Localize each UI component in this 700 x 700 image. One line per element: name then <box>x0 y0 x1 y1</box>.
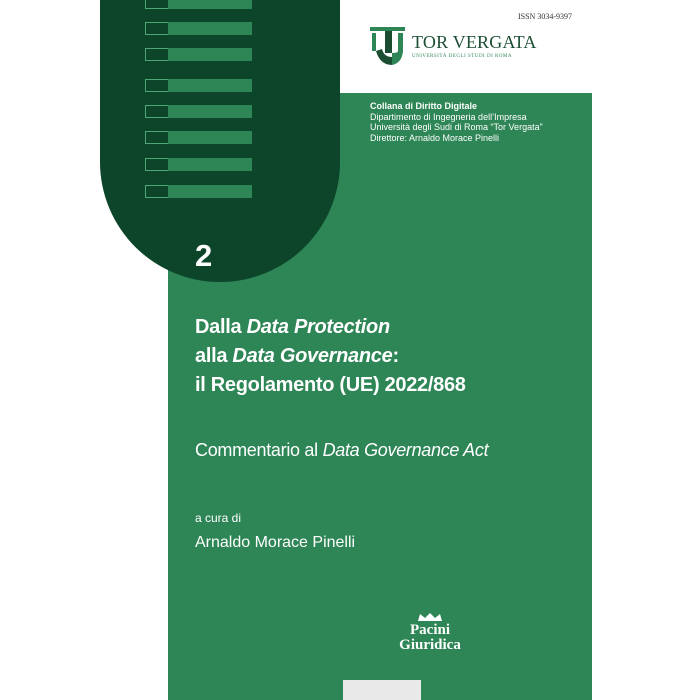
subtitle-text: Commentario al <box>195 440 323 460</box>
stripe-bar <box>168 79 252 92</box>
bottom-label-strip <box>343 680 421 700</box>
university-line: Università degli Sudi di Roma “Tor Vergata” <box>370 122 543 132</box>
publisher-line-2: Giuridica <box>399 637 461 653</box>
series-number: 2 <box>195 238 213 273</box>
book-subtitle <box>195 440 488 461</box>
stripe-outline <box>145 158 169 171</box>
curated-by-label: a cura di <box>195 511 242 525</box>
dark-arch-shape <box>100 0 340 282</box>
stripe-bar <box>168 105 252 118</box>
stripe-bar <box>168 158 252 171</box>
title-line-2 <box>195 342 466 371</box>
book-cover <box>100 0 592 700</box>
publisher-logo <box>385 612 475 653</box>
stripe-outline <box>145 185 169 198</box>
stripe-outline <box>145 48 169 61</box>
stripe-outline <box>145 0 169 9</box>
series-info <box>370 101 543 143</box>
book-title <box>195 313 466 400</box>
editor-name: Arnaldo Morace Pinelli <box>195 534 356 551</box>
title-text: Dalla <box>195 316 247 338</box>
publisher-line-1: Pacini <box>410 622 450 638</box>
stripe-outline <box>145 105 169 118</box>
university-name: TOR VERGATA <box>412 32 537 52</box>
director-line: Direttore: Arnaldo Morace Pinelli <box>370 132 500 143</box>
title-italic-text: Data Protection <box>246 316 390 338</box>
stripe-bar <box>168 22 252 35</box>
stripe-bar <box>168 48 252 61</box>
stripe-outline <box>145 79 169 92</box>
title-text: alla <box>195 345 233 367</box>
crown-icon <box>416 612 444 622</box>
title-italic-text: Data Governance <box>232 345 393 367</box>
stripe-outline <box>145 131 169 144</box>
stripe-bar <box>168 185 252 198</box>
issn-code: ISSN 3034-9397 <box>517 12 572 21</box>
stripe-bar <box>168 0 252 9</box>
subtitle-italic-text: Data Governance Act <box>322 440 489 460</box>
series-title: Collana di Diritto Digitale <box>370 101 478 111</box>
stripe-outline <box>145 22 169 35</box>
title-line-3: il Regolamento (UE) 2022/868 <box>195 374 466 396</box>
department-line: Dipartimento di Ingegneria dell’Impresa <box>370 111 527 122</box>
university-logo-text <box>412 33 537 59</box>
university-logo-icon <box>370 27 405 67</box>
title-text: : <box>392 345 399 367</box>
title-line-1 <box>195 313 466 342</box>
university-subtitle: UNIVERSITÀ DEGLI STUDI DI ROMA <box>412 54 512 59</box>
stripe-bar <box>168 131 252 144</box>
